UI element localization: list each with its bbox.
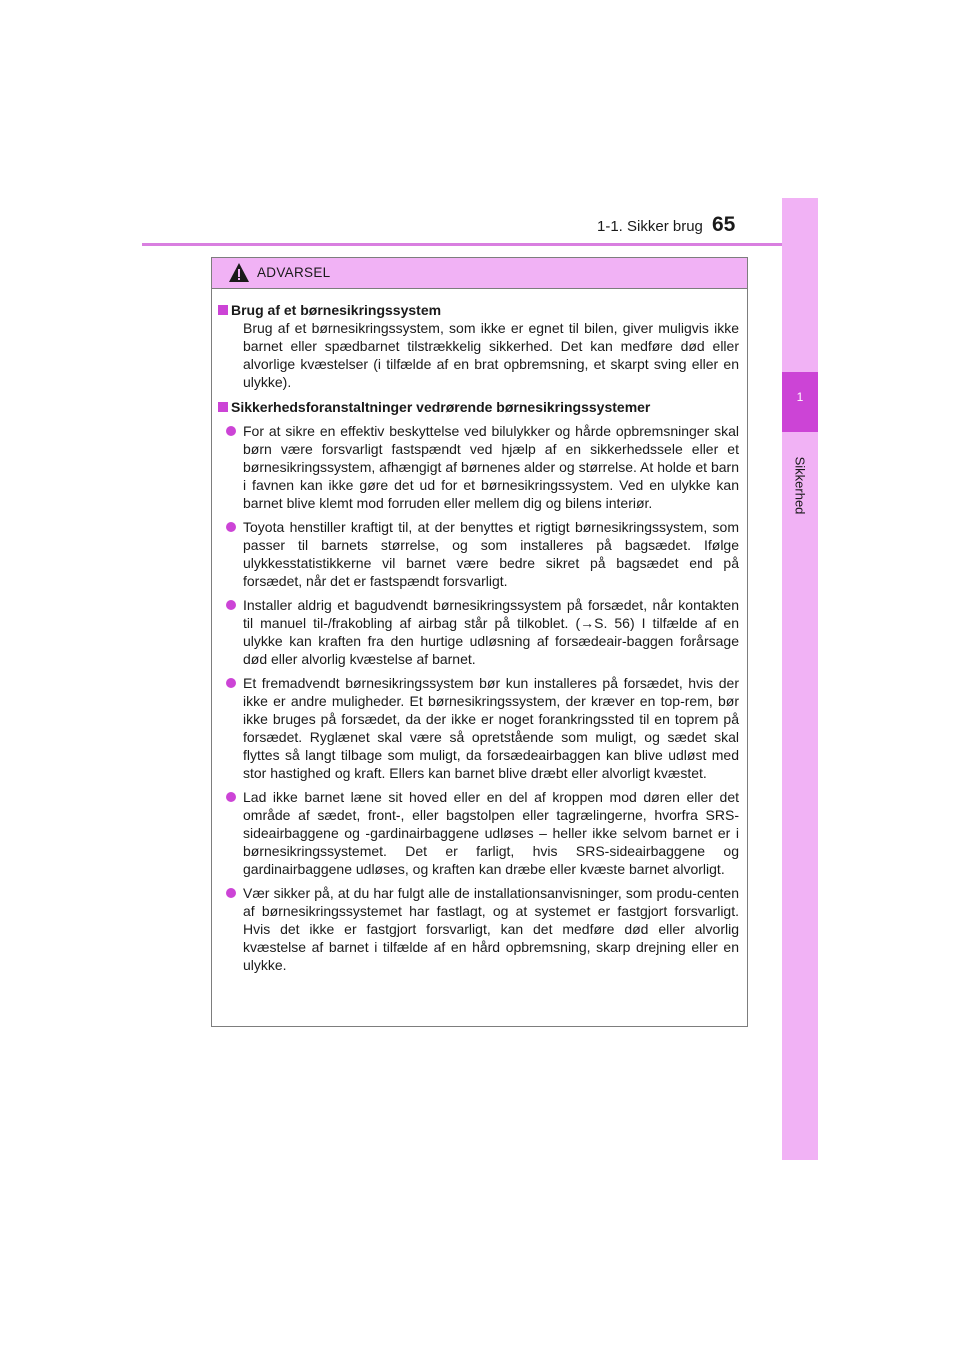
section-heading: [212, 301, 747, 319]
circle-bullet-icon: [226, 888, 236, 898]
warning-content: [212, 298, 747, 974]
section-title: 1-1. Sikker brug: [597, 218, 703, 235]
warning-header: [212, 258, 747, 289]
section-paragraph: Brug af et børnesikringssystem, som ikke er egnet til bilen, giver muligvis ikke barnet eller spædbarnet tilstrækkelig sikkerhed. Det kan medføre død eller alvorlige kvæstelser (i tilfælde af en brat opbremsning, et skarpt sving eller en ulykke).: [243, 320, 739, 390]
section-heading-text: Brug af et børnesikringssystem: [231, 302, 442, 318]
circle-bullet-icon: [226, 522, 236, 532]
warning-title: ADVARSEL: [257, 265, 331, 280]
circle-bullet-icon: [226, 600, 236, 610]
chapter-number: 1: [796, 390, 804, 404]
bullet-item: [212, 518, 747, 590]
bullet-item: [212, 596, 747, 668]
circle-bullet-icon: [226, 678, 236, 688]
bullet-text: Et fremadvendt børnesikringssystem bør kun installeres på forsædet, hvis der ikke er andre muligheder. Et børnesikringssystem, der kræver en top-rem, bør ikke bruges på forsædet, da der ikke er noget forankringssted til en toprem på forsædet. Ryglænet skal være så opretstående som muligt, og sædet skal flyttes så langt tilbage som muligt, da forsædeairbaggen kan blive udløst med stor hastighed og kraft. Ellers kan barnet blive dræbt eller alvorligt kvæstet.: [243, 675, 739, 781]
bullet-text: Toyota henstiller kraftigt til, at der benyttes et rigtigt børnesikringssystem, som passer til barnets størrelse, og som installeres på bagsædet. Ifølge ulykkesstatistikkerne vil barnet være bedre sikret på bagsædet end på forsædet, når det er fastspændt forsvarligt.: [243, 519, 739, 589]
chapter-side-tab: [782, 198, 818, 1160]
bullet-item: [212, 788, 747, 878]
bullet-text: For at sikre en effektiv beskyttelse ved bilulykker og hårde opbremsninger skal børn være forsvarligt fastspændt ved hjælp af en sikkerhedssele eller et børnesikringssystem, afhængigt af børnenes alder og størrelse. At holde et barn i favnen kan ikke gøre det ud for et børnesikringssystem. Ved en ulykke kan barnet blive klemt mod forruden eller mellem dig og bilens interiør.: [243, 423, 739, 511]
bullet-item: [212, 422, 747, 512]
section-heading-text: Sikkerhedsforanstaltninger vedrørende børnesikringssystemer: [231, 399, 651, 415]
square-bullet-icon: [218, 305, 228, 315]
bullet-text: Installer aldrig et bagudvendt børnesikringssystem på forsædet, når kontakten til manuel til-/frakobling af airbag står på tilkoblet. (→S. 56) I tilfælde af en ulykke kan kraften fra den hurtige udløsning af forsædeair-baggen forårsage død eller alvorlig kvæstelse af barnet.: [243, 597, 739, 667]
section-heading: [212, 398, 747, 416]
bullet-text: Lad ikke barnet læne sit hoved eller en del af kroppen mod døren eller det område af sædet, front-, eller bagstolpen eller tagrælingerne, hvorfra SRS-sideairbaggene og -gardinairbaggene udløses – heller ikke selvom barnet er i børnesikringssystemet. Det er farligt, hvis SRS-sideairbaggene og gardinairbaggene udløses, og kraften kan dræbe eller kvæste barnet alvorligt.: [243, 789, 739, 877]
bullet-item: [212, 674, 747, 782]
square-bullet-icon: [218, 402, 228, 412]
bullet-item: [212, 884, 747, 974]
chapter-label: Sikkerhed: [792, 456, 808, 515]
circle-bullet-icon: [226, 792, 236, 802]
header-rule: [142, 243, 818, 246]
page-number: 65: [712, 213, 736, 236]
warning-triangle-icon: [228, 262, 250, 284]
circle-bullet-icon: [226, 426, 236, 436]
warning-box: [211, 257, 748, 1027]
bullet-text: Vær sikker på, at du har fulgt alle de installationsanvisninger, som produ-centen af børnesikringssystemet har fastlagt, og at systemet er fastgjort forsvarligt. Hvis det ikke er fastgjort forsvarligt, kan det medføre død eller alvorlig kvæstelse af barnet i tilfælde af en hård opbremsning, skarp drejning eller en ulykke.: [243, 885, 739, 973]
